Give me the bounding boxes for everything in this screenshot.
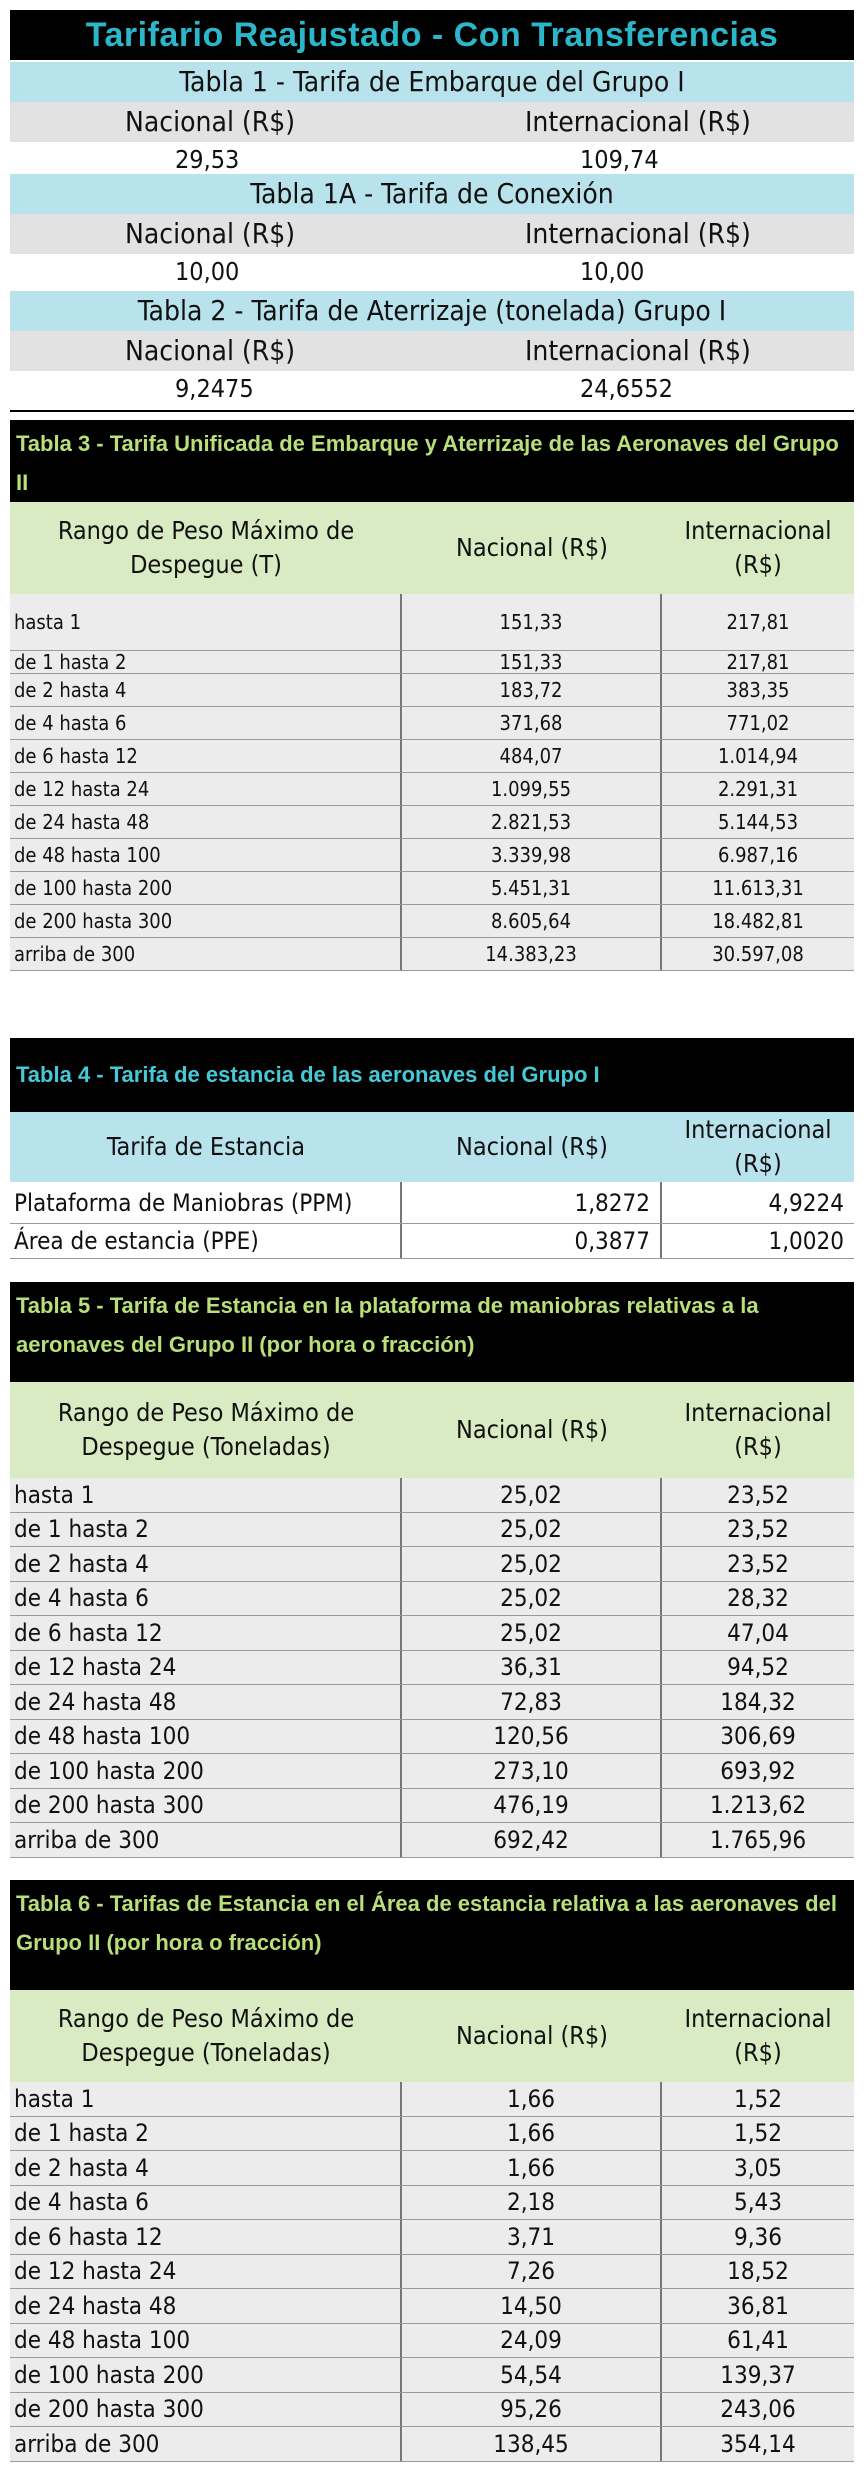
tabla6-cell-internacional: 1,52	[733, 2084, 783, 2113]
tabla3-cell-internacional: 11.613,31	[712, 876, 804, 900]
tabla1-col-internacional: Internacional (R$)	[525, 105, 751, 138]
tabla6-row	[10, 2117, 854, 2152]
tabla4-cell-nacional: 0,3877	[402, 1224, 662, 1258]
tabla1a-nacional-value: 10,00	[175, 257, 240, 286]
tabla6-row	[10, 2427, 854, 2462]
tabla5-cell-nacional: 692,42	[402, 1823, 662, 1857]
tabla6-cell-internacional: 61,41	[727, 2326, 789, 2355]
tabla3-cell-nacional: 151,33	[402, 651, 662, 673]
tabla5-col-internacional: Internacional (R$)	[684, 1398, 832, 1461]
tabla6-row	[10, 2186, 854, 2221]
tabla3-cell-internacional: 383,35	[726, 678, 790, 702]
tabla3-row	[10, 872, 854, 905]
tabla2-values	[10, 371, 854, 406]
tabla6-cell-rango: de 2 hasta 4	[10, 2151, 402, 2185]
tabla6-row	[10, 2082, 854, 2117]
tabla5-cell-rango: hasta 1	[10, 1478, 402, 1512]
tabla1-column-headers	[10, 102, 854, 142]
tabla5-cell-nacional: 25,02	[402, 1616, 662, 1650]
tabla5-cell-nacional: 25,02	[402, 1547, 662, 1581]
tabla5-row	[10, 1582, 854, 1617]
section-divider	[10, 410, 854, 412]
tabla5-cell-nacional: 36,31	[402, 1651, 662, 1685]
tabla6-col-nacional: Nacional (R$)	[456, 2021, 608, 2050]
tabla5-cell-rango: de 12 hasta 24	[10, 1651, 402, 1685]
tabla3-col-nacional: Nacional (R$)	[456, 533, 608, 562]
tabla6-row	[10, 2358, 854, 2393]
tabla4-cell-rango: Área de estancia (PPE)	[10, 1224, 402, 1258]
tabla6-row	[10, 2255, 854, 2290]
tabla6-cell-rango: de 200 hasta 300	[10, 2393, 402, 2427]
tabla5-cell-nacional: 72,83	[402, 1685, 662, 1719]
tabla6-cell-internacional: 1,52	[733, 2119, 783, 2148]
tabla5-cell-internacional: 47,04	[727, 1618, 789, 1647]
tabla5-row	[10, 1720, 854, 1755]
tabla3-table	[10, 502, 854, 1022]
tabla3-title: Tabla 3 - Tarifa Unificada de Embarque y Aterrizaje de las Aeronaves del Grupo II	[10, 420, 854, 502]
tabla6-cell-internacional: 3,05	[733, 2153, 783, 2182]
tabla5-cell-internacional: 1.213,62	[709, 1791, 807, 1820]
tabla5-cell-rango: de 24 hasta 48	[10, 1685, 402, 1719]
tabla3-cell-rango: hasta 1	[10, 594, 402, 650]
tabla4-cell-rango: Plataforma de Maniobras (PPM)	[10, 1182, 402, 1223]
tabla6-row	[10, 2151, 854, 2186]
tabla6-cell-nacional: 1,66	[402, 2082, 662, 2116]
tabla3-cell-rango: de 200 hasta 300	[10, 905, 402, 937]
tabla6-cell-internacional: 18,52	[727, 2257, 789, 2286]
tabla3-cell-internacional: 2.291,31	[717, 777, 799, 801]
tabla6-cell-nacional: 138,45	[402, 2427, 662, 2461]
tabla5-cell-rango: de 200 hasta 300	[10, 1789, 402, 1823]
tabla4-row	[10, 1224, 854, 1259]
tabla4-title: Tabla 4 - Tarifa de estancia de las aeronaves del Grupo I	[10, 1038, 854, 1112]
tabla6-cell-rango: de 6 hasta 12	[10, 2220, 402, 2254]
tabla6-cell-rango: de 4 hasta 6	[10, 2186, 402, 2220]
tabla6-cell-rango: de 1 hasta 2	[10, 2117, 402, 2151]
tabla2-column-headers	[10, 331, 854, 371]
tabla6-row	[10, 2289, 854, 2324]
tabla5-cell-internacional: 306,69	[720, 1722, 796, 1751]
tabla4-col-internacional: Internacional (R$)	[684, 1115, 832, 1178]
tabla4-table	[10, 1112, 854, 1272]
tabla6-row	[10, 2324, 854, 2359]
tabla3-row	[10, 806, 854, 839]
tabla3-cell-nacional: 1.099,55	[402, 773, 662, 805]
tabla3-cell-rango: de 100 hasta 200	[10, 872, 402, 904]
tabla3-cell-nacional: 8.605,64	[402, 905, 662, 937]
tabla3-cell-internacional: 1.014,94	[717, 744, 799, 768]
tabla3-cell-internacional: 217,81	[726, 610, 790, 634]
tabla2-col-internacional: Internacional (R$)	[525, 334, 751, 367]
tabla1-title: Tabla 1 - Tarifa de Embarque del Grupo I	[10, 62, 854, 102]
tabla6-cell-rango: de 24 hasta 48	[10, 2289, 402, 2323]
tabla3-row	[10, 674, 854, 707]
tabla5-cell-nacional: 25,02	[402, 1513, 662, 1547]
tabla6-cell-nacional: 24,09	[402, 2324, 662, 2358]
tabla5-cell-internacional: 1.765,96	[709, 1825, 807, 1854]
tabla5-cell-rango: de 48 hasta 100	[10, 1720, 402, 1754]
tabla3-cell-internacional: 771,02	[726, 711, 790, 735]
tabla5-row	[10, 1478, 854, 1513]
tabla5-row	[10, 1789, 854, 1824]
tabla6-cell-rango: hasta 1	[10, 2082, 402, 2116]
tabla6-table	[10, 1990, 854, 2470]
tabla1a-col-internacional: Internacional (R$)	[525, 217, 751, 250]
tabla6-cell-rango: de 48 hasta 100	[10, 2324, 402, 2358]
tabla3-cell-nacional: 3.339,98	[402, 839, 662, 871]
tabla3-cell-rango: de 6 hasta 12	[10, 740, 402, 772]
tabla6-title: Tabla 6 - Tarifas de Estancia en el Área de estancia relativa a las aeronaves del Grupo II (por hora o fracción)	[10, 1880, 854, 1990]
tabla4-cell-internacional: 1,0020	[768, 1227, 844, 1255]
tabla6-row	[10, 2393, 854, 2428]
tabla6-cell-nacional: 14,50	[402, 2289, 662, 2323]
tabla3-cell-rango: de 1 hasta 2	[10, 651, 402, 673]
tabla6-cell-internacional: 243,06	[720, 2395, 796, 2424]
tabla3-row	[10, 938, 854, 971]
tabla3-row	[10, 651, 854, 674]
tabla1a-values	[10, 254, 854, 289]
tabla4-col-nacional: Nacional (R$)	[456, 1132, 608, 1161]
tabla3-col-internacional: Internacional (R$)	[684, 516, 832, 579]
tabla5-row	[10, 1651, 854, 1686]
tabla6-row	[10, 2220, 854, 2255]
tabla4-row	[10, 1182, 854, 1224]
tabla6-header-row	[10, 1990, 854, 2082]
tabla3-cell-nacional: 484,07	[402, 740, 662, 772]
tabla5-cell-internacional: 184,32	[720, 1687, 796, 1716]
tabla6-cell-nacional: 3,71	[402, 2220, 662, 2254]
tabla5-cell-rango: de 100 hasta 200	[10, 1754, 402, 1788]
tabla5-row	[10, 1547, 854, 1582]
tabla1a-title: Tabla 1A - Tarifa de Conexión	[10, 174, 854, 214]
tabla3-row	[10, 773, 854, 806]
tabla5-col-rango: Rango de Peso Máximo de Despegue (Toneladas)	[57, 1398, 355, 1461]
tabla6-cell-nacional: 95,26	[402, 2393, 662, 2427]
tabla5-row	[10, 1513, 854, 1548]
tabla5-header-row	[10, 1382, 854, 1478]
tabla6-cell-rango: de 12 hasta 24	[10, 2255, 402, 2289]
tabla5-title: Tabla 5 - Tarifa de Estancia en la plataforma de maniobras relativas a la aeronaves del Grupo II (por hora o fracción)	[10, 1282, 854, 1382]
tabla5-cell-nacional: 25,02	[402, 1478, 662, 1512]
tabla3-cell-internacional: 6.987,16	[717, 843, 799, 867]
tabla6-cell-rango: de 100 hasta 200	[10, 2358, 402, 2392]
tabla3-row	[10, 707, 854, 740]
tabla3-row	[10, 905, 854, 938]
tabla5-row	[10, 1616, 854, 1651]
tabla5-cell-nacional: 120,56	[402, 1720, 662, 1754]
tabla2-title: Tabla 2 - Tarifa de Aterrizaje (tonelada) Grupo I	[10, 291, 854, 331]
tabla3-cell-rango: arriba de 300	[10, 938, 402, 970]
tabla3-cell-rango: de 2 hasta 4	[10, 674, 402, 706]
tabla6-cell-nacional: 54,54	[402, 2358, 662, 2392]
tabla2-col-nacional: Nacional (R$)	[125, 334, 296, 367]
tabla6-cell-rango: arriba de 300	[10, 2427, 402, 2461]
tabla5-cell-nacional: 273,10	[402, 1754, 662, 1788]
tabla5-cell-internacional: 23,52	[727, 1549, 789, 1578]
tabla3-cell-nacional: 183,72	[402, 674, 662, 706]
tabla5-table	[10, 1382, 854, 1872]
tabla6-cell-internacional: 36,81	[727, 2291, 789, 2320]
tabla5-cell-rango: de 2 hasta 4	[10, 1547, 402, 1581]
tabla2-internacional-value: 24,6552	[580, 374, 673, 403]
tabla5-cell-internacional: 94,52	[727, 1653, 789, 1682]
tabla3-cell-nacional: 5.451,31	[402, 872, 662, 904]
tabla1a-column-headers	[10, 214, 854, 254]
tabla3-header-row	[10, 502, 854, 594]
tabla6-cell-nacional: 1,66	[402, 2151, 662, 2185]
tabla3-cell-rango: de 24 hasta 48	[10, 806, 402, 838]
tabla5-cell-internacional: 23,52	[727, 1515, 789, 1544]
tabla3-cell-nacional: 14.383,23	[402, 938, 662, 970]
tabla6-cell-nacional: 1,66	[402, 2117, 662, 2151]
tabla5-col-nacional: Nacional (R$)	[456, 1415, 608, 1444]
tabla3-row	[10, 594, 854, 651]
tabla5-cell-nacional: 476,19	[402, 1789, 662, 1823]
tabla6-cell-internacional: 9,36	[733, 2222, 783, 2251]
tabla1-col-nacional: Nacional (R$)	[125, 105, 296, 138]
tabla6-cell-nacional: 2,18	[402, 2186, 662, 2220]
tabla5-cell-internacional: 28,32	[727, 1584, 789, 1613]
tabla4-cell-internacional: 4,9224	[768, 1188, 844, 1217]
tabla5-cell-internacional: 693,92	[720, 1756, 796, 1785]
tabla1-nacional-value: 29,53	[175, 145, 240, 174]
tabla5-cell-rango: de 4 hasta 6	[10, 1582, 402, 1616]
tabla5-cell-rango: de 6 hasta 12	[10, 1616, 402, 1650]
tabla3-cell-nacional: 371,68	[402, 707, 662, 739]
tabla3-cell-rango: de 4 hasta 6	[10, 707, 402, 739]
tabla5-cell-rango: arriba de 300	[10, 1823, 402, 1857]
tabla6-cell-internacional: 354,14	[720, 2429, 796, 2458]
tabla1-values	[10, 142, 854, 177]
tabla4-header-row	[10, 1112, 854, 1182]
tabla3-cell-nacional: 2.821,53	[402, 806, 662, 838]
tabla5-row	[10, 1754, 854, 1789]
tabla3-cell-internacional: 30.597,08	[712, 942, 804, 966]
tabla3-row	[10, 839, 854, 872]
tabla5-cell-rango: de 1 hasta 2	[10, 1513, 402, 1547]
tabla1a-col-nacional: Nacional (R$)	[125, 217, 296, 250]
tabla1a-internacional-value: 10,00	[580, 257, 645, 286]
tabla5-row	[10, 1685, 854, 1720]
tabla3-cell-rango: de 48 hasta 100	[10, 839, 402, 871]
tabla2-nacional-value: 9,2475	[175, 374, 254, 403]
tabla4-cell-nacional: 1,8272	[402, 1182, 662, 1223]
tabla6-col-rango: Rango de Peso Máximo de Despegue (Toneladas)	[57, 2004, 355, 2067]
tabla3-cell-internacional: 5.144,53	[717, 810, 799, 834]
tabla3-cell-nacional: 151,33	[402, 594, 662, 650]
document-title: Tarifario Reajustado - Con Transferencias	[10, 10, 854, 60]
tabla5-cell-nacional: 25,02	[402, 1582, 662, 1616]
tabla3-cell-rango: de 12 hasta 24	[10, 773, 402, 805]
tabla6-cell-nacional: 7,26	[402, 2255, 662, 2289]
tabla3-cell-internacional: 18.482,81	[712, 909, 804, 933]
tabla3-cell-internacional: 217,81	[726, 650, 790, 674]
tabla5-row	[10, 1823, 854, 1858]
tabla6-col-internacional: Internacional (R$)	[684, 2004, 832, 2067]
tabla6-cell-internacional: 139,37	[720, 2360, 796, 2389]
tabla6-cell-internacional: 5,43	[733, 2188, 783, 2217]
tabla3-row	[10, 740, 854, 773]
tabla5-cell-internacional: 23,52	[727, 1480, 789, 1509]
tabla4-col-tarifa: Tarifa de Estancia	[106, 1132, 306, 1161]
tabla1-internacional-value: 109,74	[580, 145, 659, 174]
tabla3-col-rango: Rango de Peso Máximo de Despegue (T)	[57, 516, 355, 579]
